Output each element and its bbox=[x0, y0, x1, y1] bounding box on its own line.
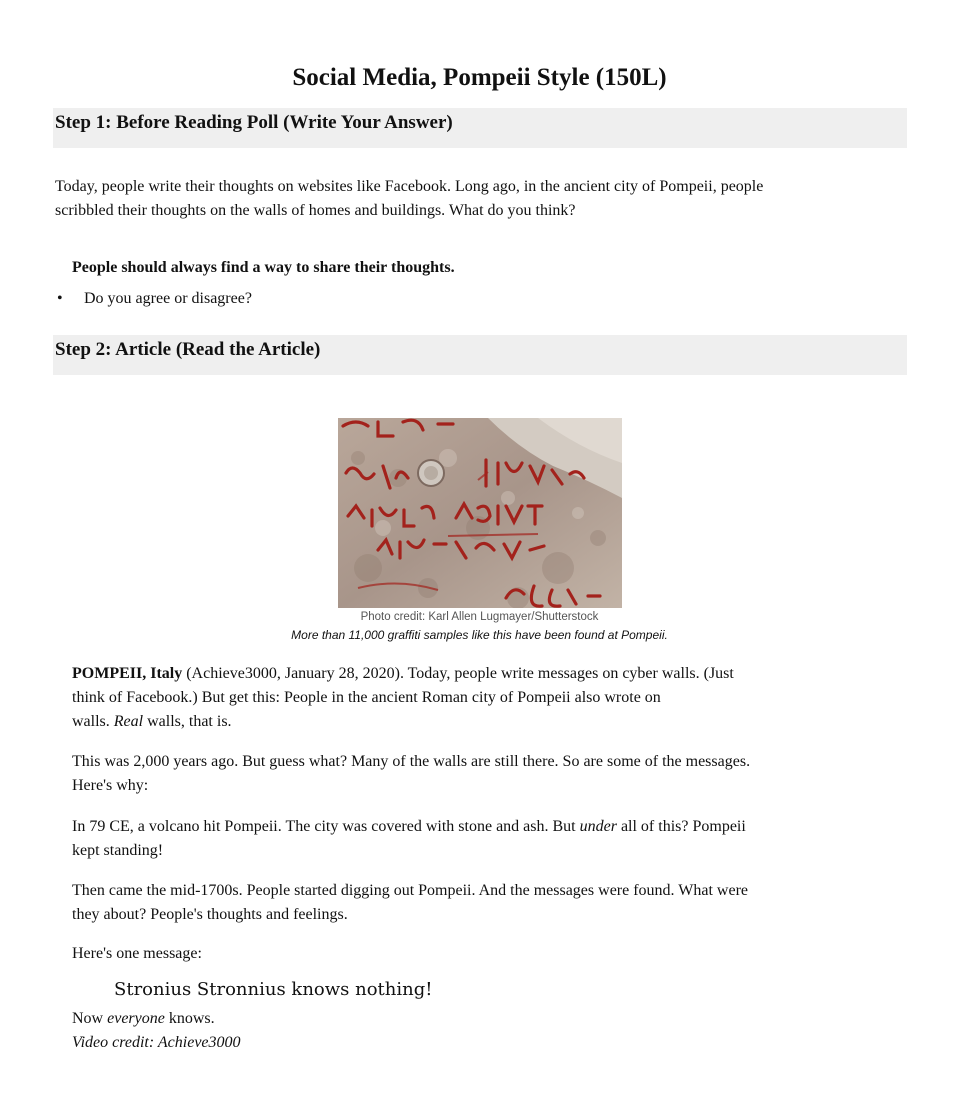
article-paragraph-2 bbox=[72, 750, 750, 798]
paragraph-1-line-1-text: (Achieve3000, January 28, 2020). Today, people write messages on cyber walls. (Just bbox=[182, 665, 734, 682]
paragraph-1-line-1 bbox=[72, 662, 734, 686]
p3-line1-em: under bbox=[579, 818, 617, 835]
p1-line3-em: Real bbox=[113, 713, 144, 730]
article-paragraph-1 bbox=[72, 662, 734, 734]
article-paragraph-3 bbox=[72, 815, 746, 863]
poll-statement: People should always find a way to share their thoughts. bbox=[72, 259, 455, 276]
page-title: Social Media, Pompeii Style (150L) bbox=[292, 64, 667, 91]
paragraph-4-line-2: they about? People's thoughts and feelings. bbox=[72, 906, 348, 923]
intro-line-1: Today, people write their thoughts on websites like Facebook. Long ago, in the ancient city of Pompeii, people bbox=[55, 178, 764, 195]
p6-b: knows. bbox=[164, 1010, 215, 1027]
article-paragraph-6 bbox=[72, 1007, 215, 1031]
step2-heading: Step 2: Article (Read the Article) bbox=[53, 335, 907, 375]
paragraph-2-line-1: This was 2,000 years ago. But guess what? Many of the walls are still there. So are some of the messages. bbox=[72, 753, 751, 770]
paragraph-2-line-2: Here's why: bbox=[72, 777, 149, 794]
p3-line1-a: In 79 CE, a volcano hit Pompeii. The city was covered with stone and ash. But bbox=[72, 818, 580, 835]
p1-line3-b: walls, that is. bbox=[143, 713, 232, 730]
paragraph-3-line-1 bbox=[72, 815, 746, 839]
photo-credit: Photo credit: Karl Allen Lugmayer/Shutterstock bbox=[360, 611, 599, 623]
paragraph-1-line-3 bbox=[72, 710, 734, 734]
article-paragraph-4 bbox=[72, 879, 748, 927]
graffiti-quote: Stronius Stronnius knows nothing! bbox=[114, 979, 433, 1000]
p1-line3-a: walls. bbox=[72, 713, 114, 730]
dateline: POMPEII, Italy bbox=[72, 665, 183, 682]
paragraph-1-line-2: think of Facebook.) But get this: People in the ancient Roman city of Pompeii also wrote on bbox=[72, 689, 661, 706]
poll-question: • Do you agree or disagree? bbox=[84, 287, 252, 311]
p6-a: Now bbox=[72, 1010, 108, 1027]
p3-line1-b: all of this? Pompeii bbox=[616, 818, 746, 835]
video-credit: Video credit: Achieve3000 bbox=[72, 1034, 241, 1051]
intro-line-2: scribbled their thoughts on the walls of homes and buildings. What do you think? bbox=[55, 202, 576, 219]
paragraph-3-line-2: kept standing! bbox=[72, 842, 164, 859]
paragraph-4-line-1: Then came the mid-1700s. People started digging out Pompeii. And the messages were found. What were bbox=[72, 882, 748, 899]
graffiti-photo bbox=[338, 418, 622, 608]
step1-intro bbox=[55, 175, 763, 223]
article-paragraph-5: Here's one message: bbox=[72, 945, 202, 962]
photo-caption: More than 11,000 graffiti samples like this have been found at Pompeii. bbox=[291, 628, 668, 642]
p6-em: everyone bbox=[107, 1010, 165, 1027]
step1-heading: Step 1: Before Reading Poll (Write Your Answer) bbox=[53, 108, 907, 148]
